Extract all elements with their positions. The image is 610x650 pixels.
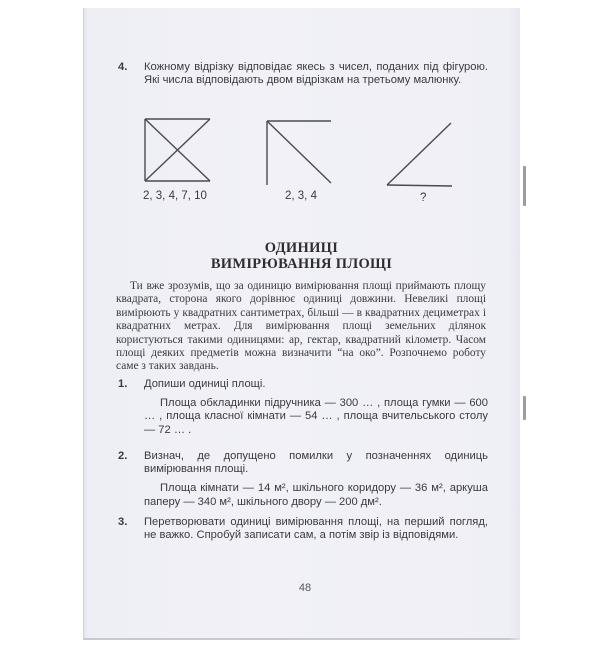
figure-3 — [387, 123, 452, 186]
figure-3-label: ? — [420, 192, 427, 204]
task-3 — [118, 516, 488, 542]
figure-2-diagonal — [267, 121, 331, 183]
figure-1-label: 2, 3, 4, 7, 10 — [143, 190, 207, 202]
task-1 — [118, 378, 488, 437]
figure-3-base — [387, 185, 452, 186]
task-text: Допиши одиниці площі. — [144, 378, 266, 390]
figure-2-label: 2, 3, 4 — [285, 190, 317, 202]
task-2 — [118, 450, 488, 509]
intro-paragraph: Ти вже зрозумів, що за одиницю вимірювання площі приймають площу квадрата, сторона якого дорівнює одиниці довжини. Невеликі площі вимірюють у квадратних сантиметрах, більші — в квадратних дециметрах і квадратних метрах. Для вимірювання площі земельних ділянок користуються такими одиницями: ар, гектар, квадратний кілометр. Часом площі деяких предметів можна визначити “на око”. Розпочнемо роботу саме з таких завдань. — [116, 280, 486, 373]
task-text: Перетворювати одиниці вимірювання площі, на перший погляд, не важко. Спробуй записати сам, а потім звір із відповідями. — [144, 516, 488, 542]
page-number: 48 — [298, 582, 312, 594]
task-text: Визнач, де допущено помилки у позначеннях одиниць вимірювання площі. — [144, 450, 488, 476]
task-body: Площа обкладинки підручника — 300 … , площа гумки — 600 … , площа класної кімнати — 54 … , площа вчительського столу — 72 … . — [144, 397, 488, 436]
section-title-line-1: ОДИНИЦІ — [264, 240, 339, 256]
task-body: Площа кімнати — 14 м², шкільного коридору — 36 м², аркуша паперу — 340 м², шкільного двору — 200 дм². — [144, 482, 488, 508]
section-title-line-2: ВИМІРЮВАННЯ ПЛОЩІ — [210, 256, 393, 272]
task-text: Кожному відрізку відповідає якесь з чисел, поданих під фігурою. Які числа відповідають двом відрізкам на третьому малюнку. — [144, 61, 488, 87]
task-number: 3. — [118, 516, 128, 528]
task-number: 2. — [118, 450, 128, 462]
task-number: 1. — [118, 378, 128, 390]
task-number: 4. — [118, 61, 128, 73]
figure-1 — [145, 119, 210, 181]
figure-2 — [267, 121, 331, 185]
figure-3-diagonal — [387, 123, 451, 185]
